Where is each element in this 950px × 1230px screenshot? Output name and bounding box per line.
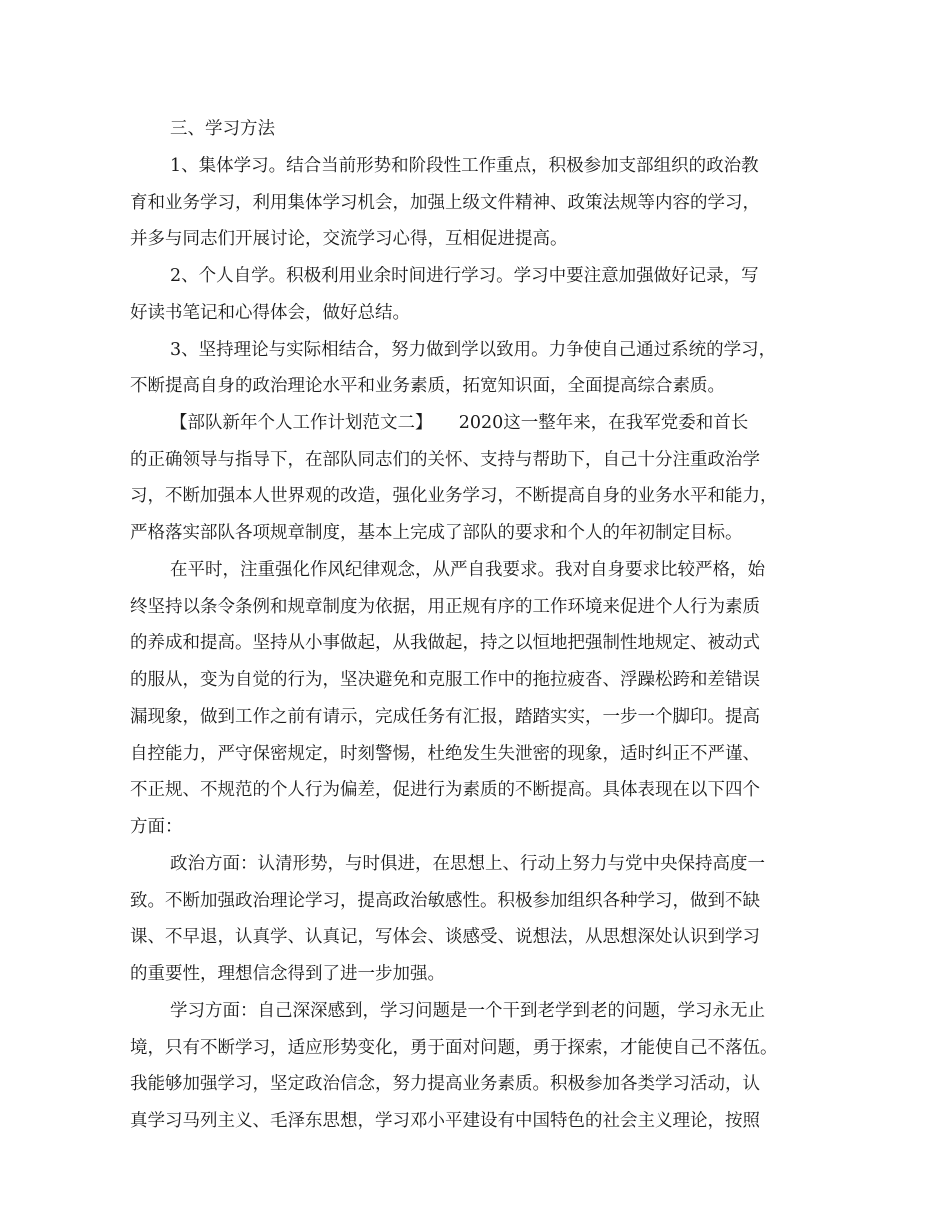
- text-line: 好读书笔记和心得体会，做好总结。: [130, 303, 410, 323]
- text-line: 并多与同志们开展讨论，交流学习心得，互相促进提高。: [130, 229, 568, 249]
- text-line: 在平时，注重强化作风纪律观念，从严自我要求。我对自身要求比较严格，始: [170, 560, 765, 580]
- text-line: 1、集体学习。结合当前形势和阶段性工作重点，积极参加支部组织的政治教: [170, 156, 759, 176]
- text-line: 漏现象，做到工作之前有请示，完成任务有汇报，踏踏实实，一步一个脚印。提高: [130, 707, 760, 727]
- text-line: 终坚持以条令条例和规章制度为依据，用正规有序的工作环境来促进个人行为素质: [130, 597, 760, 617]
- text-line: 严格落实部队各项规章制度，基本上完成了部队的要求和个人的年初制定目标。: [130, 523, 743, 543]
- text-line: 的养成和提高。坚持从小事做起，从我做起，持之以恒地把强制性地规定、被动式: [130, 633, 760, 653]
- text-line: 境，只有不断学习，适应形势变化，勇于面对问题，勇于探索，才能使自己不落伍。: [130, 1038, 778, 1058]
- text-line: 政治方面：认清形势，与时俱进，在思想上、行动上努力与党中央保持高度一: [170, 854, 765, 874]
- section-heading: 三、学习方法: [170, 119, 275, 139]
- text-line: 的服从，变为自觉的行为，坚决避免和克服工作中的拖拉疲沓、浮躁松跨和差错误: [130, 670, 760, 690]
- text-line: 课、不早退，认真学、认真记，写体会、谈感受、说想法，从思想深处认识到学习: [130, 927, 760, 947]
- text-line: 不正规、不规范的个人行为偏差，促进行为素质的不断提高。具体表现在以下四个: [130, 780, 760, 800]
- text-line: 真学习马列主义、毛泽东思想，学习邓小平建设有中国特色的社会主义理论，按照: [130, 1111, 760, 1131]
- text-line: 【部队新年个人工作计划范文二】 2020这一整年来，在我军党委和首长: [170, 413, 749, 433]
- text-line: 学习方面：自己深深感到，学习问题是一个干到老学到老的问题，学习永无止: [170, 1001, 765, 1021]
- text-line: 我能够加强学习，坚定政治信念，努力提高业务素质。积极参加各类学习活动，认: [130, 1074, 760, 1094]
- text-line: 致。不断加强政治理论学习，提高政治敏感性。积极参加组织各种学习，做到不缺: [130, 891, 760, 911]
- text-line: 的重要性，理想信念得到了进一步加强。: [130, 964, 445, 984]
- text-line: 的正确领导与指导下，在部队同志们的关怀、支持与帮助下，自己十分注重政治学: [130, 450, 760, 470]
- text-line: 不断提高自身的政治理论水平和业务素质，拓宽知识面，全面提高综合素质。: [130, 376, 725, 396]
- text-line: 自控能力，严守保密规定，时刻警惕，杜绝发生失泄密的现象，适时纠正不严谨、: [130, 744, 760, 764]
- text-line: 2、个人自学。积极利用业余时间进行学习。学习中要注意加强做好记录，写: [170, 266, 759, 286]
- text-line: 3、坚持理论与实际相结合，努力做到学以致用。力争使自己通过系统的学习，: [170, 340, 777, 360]
- text-line: 方面：: [130, 817, 183, 837]
- text-line: 育和业务学习，利用集体学习机会，加强上级文件精神、政策法规等内容的学习，: [130, 193, 760, 213]
- text-line: 习，不断加强本人世界观的改造，强化业务学习，不断提高自身的业务水平和能力，: [130, 486, 778, 506]
